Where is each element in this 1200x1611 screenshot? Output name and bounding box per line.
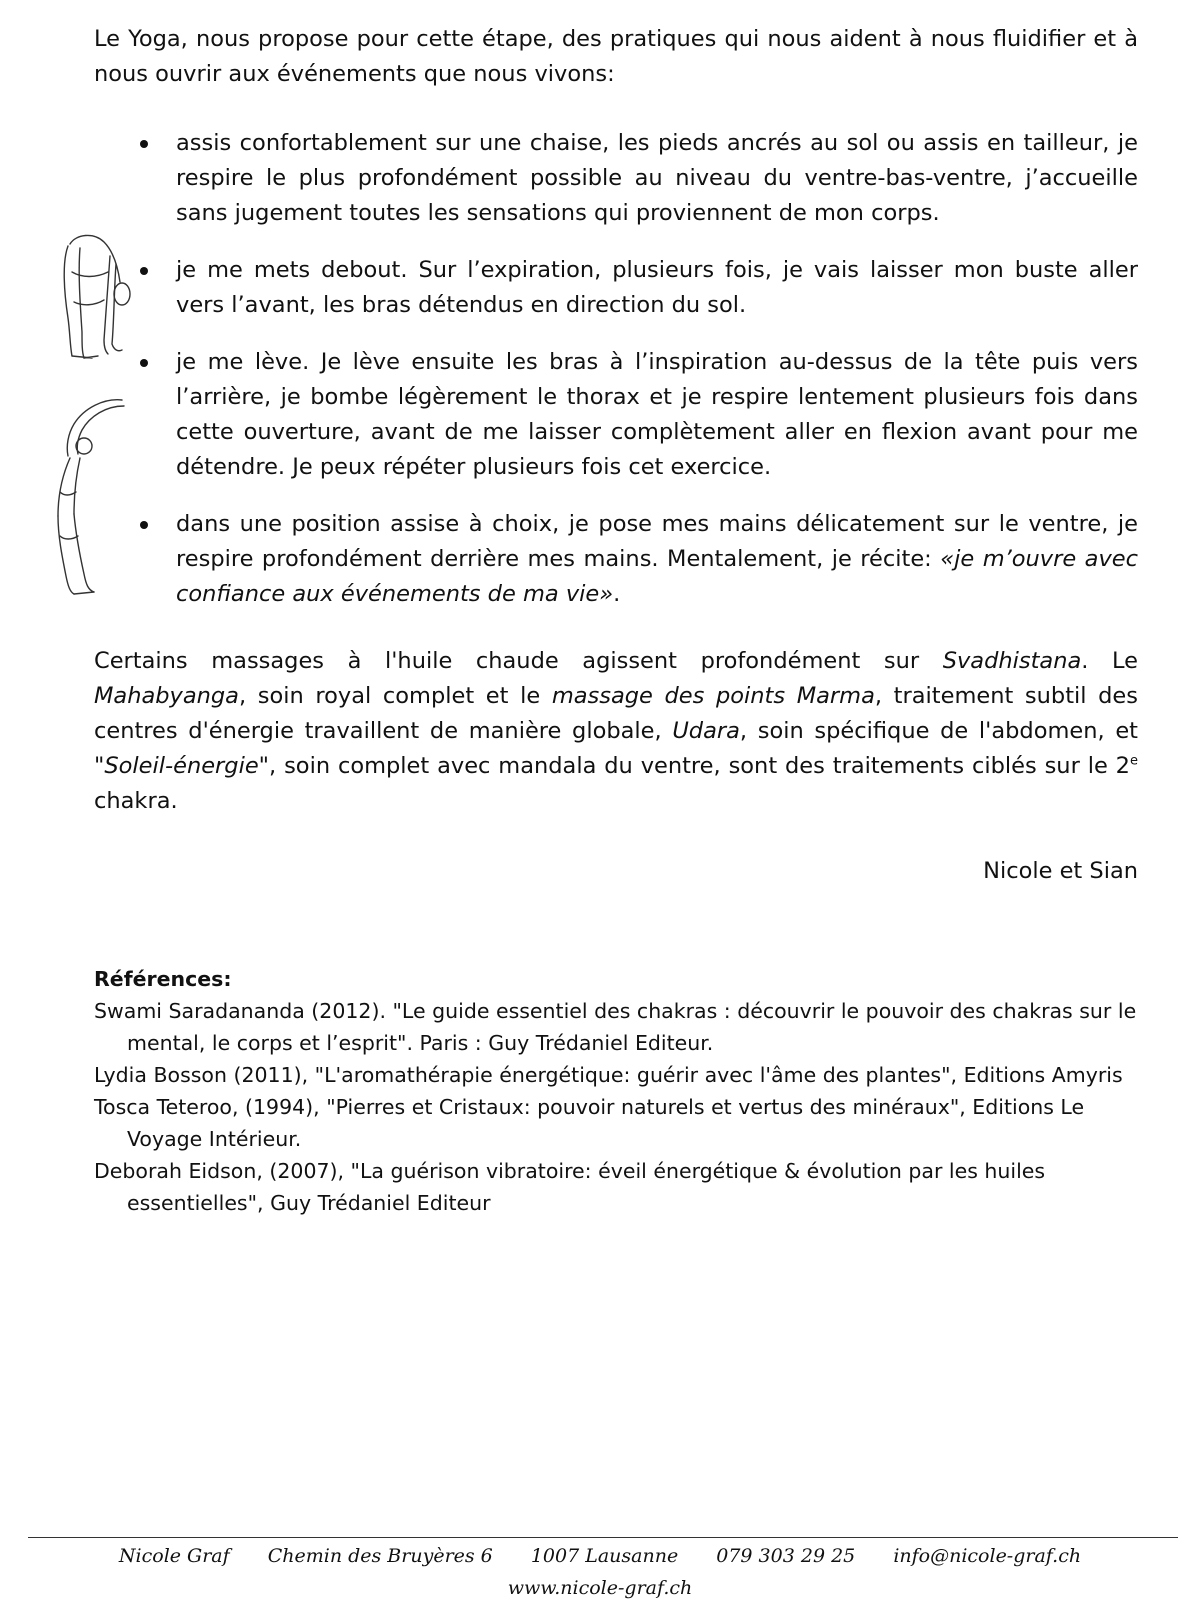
reference-item: Deborah Eidson, (2007), "La guérison vibratoire: éveil énergétique & évolution par les huiles essentielles", Guy Trédaniel Editeur — [94, 1159, 1046, 1215]
mantra-text: «je m’ouvre avec confiance aux événements de ma vie» — [176, 546, 1138, 607]
signature: Nicole et Sian — [983, 858, 1138, 884]
list-item — [94, 253, 1138, 323]
bullet-dot — [140, 267, 148, 275]
reference-item: Tosca Teteroo, (1994), "Pierres et Cristaux: pouvoir naturels et vertus des minéraux", Editions Le Voyage Intérieur. — [94, 1095, 1085, 1151]
list-item — [94, 345, 1138, 485]
intro-paragraph: Le Yoga, nous propose pour cette étape, des pratiques qui nous aident à nous fluidifier et à nous ouvrir aux événements que nous vivons: — [94, 26, 1138, 87]
bullet-dot — [140, 521, 148, 529]
list-item — [94, 126, 1138, 231]
list-item-text: je me lève. Je lève ensuite les bras à l’inspiration au-dessus de la tête puis vers l’arrière, je bombe légèrement le thorax et je respire lentement plusieurs fois dans cette ouverture, avant de me laisser complètement aller en flexion avant pour me détendre. Je peux répéter plusieurs fois cet exercice. — [176, 349, 1138, 480]
footer-contact-line — [0, 1545, 1200, 1567]
massage-term: Svadhistana — [942, 648, 1082, 674]
massage-text: , soin complet avec mandala du ventre, sont des traitements ciblés sur le 2 — [269, 753, 1130, 779]
references-section — [94, 963, 1138, 1219]
footer-city: 1007 Lausanne — [530, 1545, 679, 1567]
footer-divider — [28, 1537, 1178, 1538]
footer-website[interactable]: www.nicole-graf.ch — [507, 1577, 693, 1599]
list-item-end: . — [613, 581, 621, 607]
massage-term: Mahabyanga — [94, 683, 239, 709]
massage-text: , soin spécifique de l'abdomen, et — [739, 718, 1138, 744]
footer-name: Nicole Graf — [118, 1545, 230, 1567]
bullet-dot — [140, 359, 148, 367]
bullet-dot — [140, 140, 148, 148]
massage-term: Udara — [672, 718, 740, 744]
footer-email[interactable]: info@nicole-graf.ch — [893, 1545, 1082, 1567]
massage-text: . Le — [1081, 648, 1138, 674]
massage-term: "Soleil-énergie" — [94, 753, 270, 779]
list-item-text: je me mets debout. Sur l’expiration, plusieurs fois, je vais laisser mon buste aller vers l’avant, les bras détendus en direction du sol. — [176, 257, 1138, 318]
footer-street: Chemin des Bruyères 6 — [267, 1545, 493, 1567]
references-heading: Références: — [94, 967, 232, 991]
massage-text: , soin royal complet et le — [238, 683, 552, 709]
list-item-text: assis confortablement sur une chaise, les pieds ancrés au sol ou assis en tailleur, je respire le plus profondément possible au niveau du ventre-bas-ventre, j’accueille sans jugement toutes les sensations qui proviennent de mon corps. — [176, 130, 1138, 226]
massage-text: chakra. — [94, 788, 178, 814]
massage-text: Certains massages à l'huile chaude agissent profondément sur — [94, 648, 943, 674]
footer-phone: 079 303 29 25 — [716, 1545, 856, 1567]
massage-term: massage des points Marma — [551, 683, 875, 709]
reference-item: Swami Saradananda (2012). "Le guide essentiel des chakras : découvrir le pouvoir des chakras sur le mental, le corps et l’esprit". Paris : Guy Trédaniel Editeur. — [94, 999, 1137, 1055]
reference-item: Lydia Bosson (2011), "L'aromathérapie énergétique: guérir avec l'âme des plantes", Editions Amyris — [94, 1063, 1123, 1087]
ordinal-superscript: e — [1130, 753, 1138, 769]
massage-paragraph — [94, 644, 1138, 819]
footer — [0, 1545, 1200, 1599]
yoga-practice-list — [94, 126, 1138, 634]
list-item — [94, 507, 1138, 612]
list-item-text: dans une position assise à choix, je pose mes mains délicatement sur le ventre, je respire profondément derrière mes mains. Mentalement, je récite: — [176, 511, 1138, 572]
massage-text: , traitement subtil des centres d'énergie travaillent de manière globale, — [94, 683, 1138, 744]
